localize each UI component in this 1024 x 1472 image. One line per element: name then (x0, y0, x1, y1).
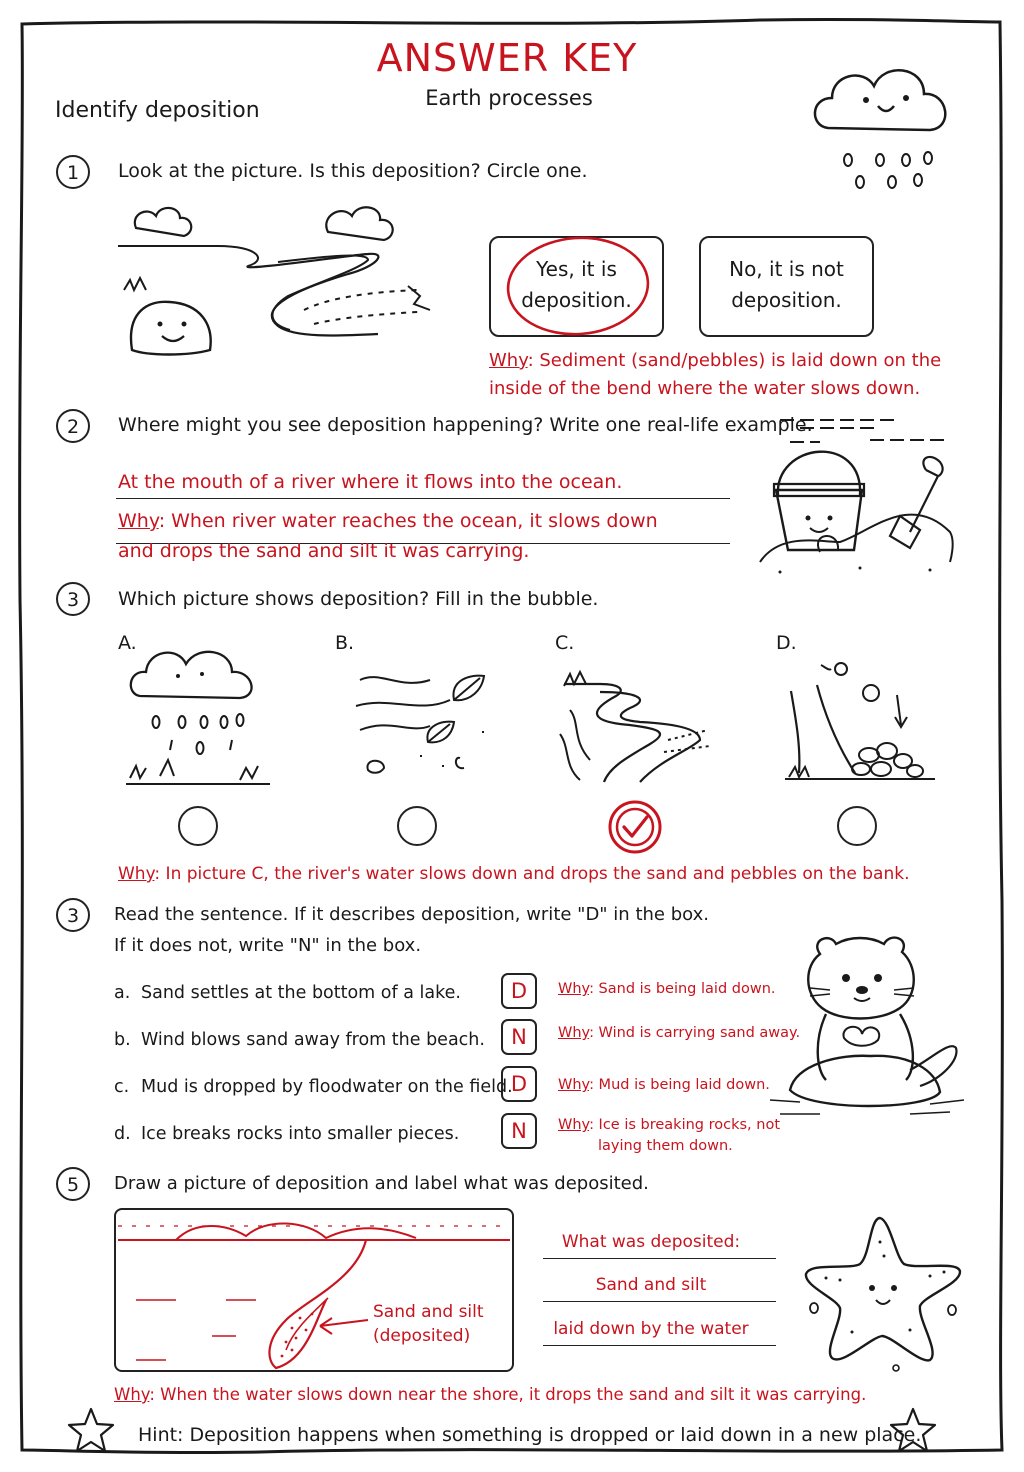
answer-bubble-b[interactable] (397, 806, 437, 846)
question-prompt-line2: If it does not, write "N" in the box. (114, 935, 422, 956)
wind-leaves-picture (350, 670, 500, 780)
explanation-text (489, 347, 941, 375)
topic-heading: Identify deposition (55, 98, 260, 123)
answer-box[interactable]: D (501, 1066, 537, 1102)
question-prompt: Which picture shows deposition? Fill in the bubble. (118, 588, 599, 610)
why-text: : When river water reaches the ocean, it slows down (158, 510, 658, 532)
answer-line (543, 1345, 776, 1346)
question-number: 1 (56, 155, 90, 189)
answer-line (543, 1301, 776, 1302)
explanation-text (558, 979, 776, 1000)
deposited-answer-line3: laid down by the water (553, 1319, 749, 1339)
rockfall-picture (785, 655, 945, 785)
drawing-label: Sand and silt (373, 1302, 484, 1322)
answer-box[interactable]: N (501, 1019, 537, 1055)
why-text: : Ice is breaking rocks, not (589, 1117, 781, 1133)
question-number: 2 (56, 409, 90, 443)
question-number: 5 (56, 1167, 90, 1201)
explanation-text (558, 1115, 780, 1136)
why-label: Why (558, 1025, 590, 1041)
why-text: : When the water slows down near the shore, it drops the sand and silt it was carrying. (149, 1385, 867, 1404)
question-prompt: Read the sentence. If it describes deposition, write "D" in the box. (114, 904, 709, 925)
explanation-text (114, 1381, 866, 1409)
star-icon-left (66, 1406, 116, 1454)
answer-option-yes-line1: Yes, it is (536, 257, 617, 281)
why-label: Why (558, 981, 590, 997)
page-subtitle: Earth processes (425, 86, 593, 110)
option-letter-b: B. (335, 632, 355, 654)
question-prompt: Draw a picture of deposition and label what was deposited. (114, 1173, 649, 1194)
why-label: Why (114, 1385, 150, 1404)
answer-option-no-line1: No, it is not (729, 257, 844, 281)
item-letter: a. (114, 983, 131, 1003)
why-text: : Wind is carrying sand away. (589, 1025, 801, 1041)
sand-bucket-illustration (760, 412, 960, 577)
option-letter-c: C. (555, 632, 575, 654)
question-prompt: Where might you see deposition happening? Write one real-life example. (118, 414, 813, 436)
hint-text: Hint: Deposition happens when something is dropped or laid down in a new place. (138, 1424, 922, 1446)
item-text: Ice breaks rocks into smaller pieces. (141, 1124, 460, 1144)
item-letter: d. (114, 1124, 131, 1144)
answer-bubble-c-selected[interactable] (607, 799, 663, 855)
explanation-text-line2: and drops the sand and silt it was carrying. (118, 540, 530, 562)
answer-box[interactable]: D (501, 973, 537, 1009)
written-answer: At the mouth of a river where it flows into the ocean. (118, 471, 623, 493)
question-prompt: Look at the picture. Is this deposition? Circle one. (118, 160, 588, 182)
answer-option-no-line2: deposition. (731, 288, 842, 312)
item-text: Mud is dropped by floodwater on the field. (141, 1077, 513, 1097)
star-icon-right (888, 1406, 938, 1454)
answer-bubble-a[interactable] (178, 806, 218, 846)
option-letter-a: A. (118, 632, 137, 654)
item-text: Wind blows sand away from the beach. (141, 1030, 485, 1050)
answer-bubble-d[interactable] (837, 806, 877, 846)
answer-line (116, 498, 730, 499)
why-label: Why (118, 864, 155, 884)
deposited-answer-line1: What was deposited: (561, 1232, 741, 1252)
why-text: : Sand is being laid down. (589, 981, 776, 997)
explanation-text-line2: laying them down. (598, 1138, 733, 1154)
rain-cloud-picture (120, 640, 280, 790)
question-number: 3 (56, 898, 90, 932)
selection-circle (505, 234, 655, 338)
answer-option-yes-line2: deposition. (521, 288, 632, 312)
explanation-text (118, 507, 658, 535)
item-letter: b. (114, 1030, 131, 1050)
why-label: Why (489, 350, 528, 371)
page-title: ANSWER KEY (376, 36, 638, 80)
why-label: Why (558, 1117, 590, 1133)
why-text: : Mud is being laid down. (589, 1077, 770, 1093)
deposited-answer-line2: Sand and silt (595, 1275, 707, 1295)
why-text: : In picture C, the river's water slows down and drops the sand and pebbles on the bank. (154, 864, 910, 884)
river-bend-illustration (118, 200, 448, 380)
question-number: 3 (56, 582, 90, 616)
deposition-drawing (116, 1210, 512, 1370)
starfish-illustration (800, 1212, 970, 1372)
drawing-label-line2: (deposited) (373, 1326, 471, 1346)
river-deposit-picture (560, 670, 720, 790)
why-text: : Sediment (sand/pebbles) is laid down on the (527, 350, 942, 371)
answer-option-no[interactable] (699, 236, 874, 337)
why-label: Why (558, 1077, 590, 1093)
explanation-text (558, 1075, 770, 1096)
answer-box[interactable]: N (501, 1113, 537, 1149)
explanation-text (118, 860, 910, 888)
rain-cloud-icon (808, 56, 958, 196)
why-label: Why (118, 510, 159, 532)
option-letter-d: D. (776, 632, 797, 654)
item-text: Sand settles at the bottom of a lake. (141, 983, 461, 1003)
explanation-text-line2: inside of the bend where the water slows down. (489, 378, 921, 399)
answer-line (543, 1258, 776, 1259)
item-letter: c. (114, 1077, 130, 1097)
otter-on-rock-illustration (760, 930, 970, 1130)
